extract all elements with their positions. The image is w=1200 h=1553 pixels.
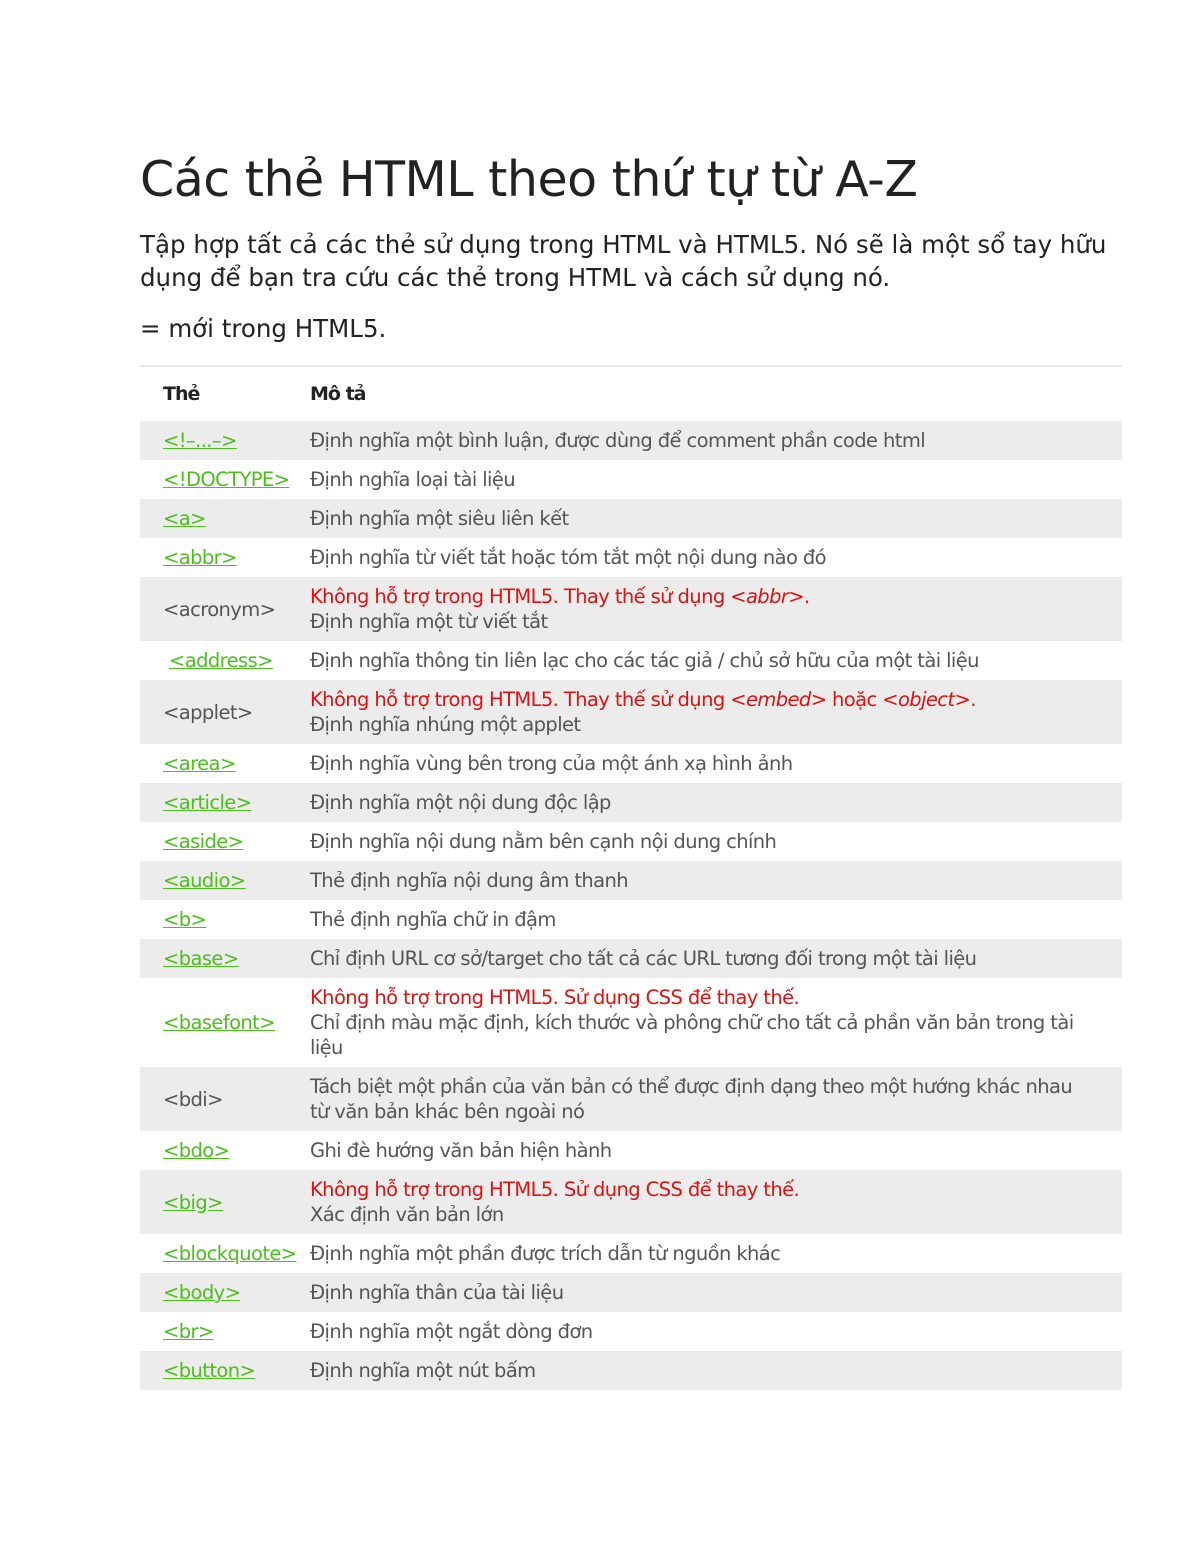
- tag-description: Định nghĩa loại tài liệu: [310, 468, 516, 491]
- header-desc: Mô tả: [310, 383, 366, 405]
- tag-link-body[interactable]: <body>: [163, 1281, 241, 1304]
- table-row: [140, 1273, 1122, 1312]
- table-row: [140, 641, 1122, 680]
- tag-name-applet: <applet>: [163, 700, 253, 724]
- deprecation-warning: Không hỗ trợ trong HTML5. Thay thế sử dụng <embed> hoặc <object>.: [310, 688, 976, 711]
- intro-text: Tập hợp tất cả các thẻ sử dụng trong HTML và HTML5. Nó sẽ là một sổ tay hữu dụng để bạn tra cứu các thẻ trong HTML và cách sử dụng nó.: [140, 230, 1107, 292]
- page: [140, 150, 1122, 1390]
- tag-link-aside[interactable]: <aside>: [163, 830, 244, 853]
- tag-link-audio[interactable]: <audio>: [163, 869, 246, 892]
- table-row: [140, 939, 1122, 978]
- tag-description: Không hỗ trợ trong HTML5. Thay thế sử dụng <embed> hoặc <object>. Định nghĩa nhúng một applet: [287, 680, 1122, 744]
- table-row: [140, 1067, 1122, 1131]
- table-row: [140, 538, 1122, 577]
- page-title: Các thẻ HTML theo thứ tự từ A-Z: [140, 151, 918, 208]
- tag-description: Định nghĩa thông tin liên lạc cho các tác giả / chủ sở hữu của một tài liệu: [310, 649, 979, 672]
- tag-link-area[interactable]: <area>: [163, 752, 236, 775]
- tags-table: [140, 367, 1122, 1390]
- deprecation-warning: Không hỗ trợ trong HTML5. Sử dụng CSS để thay thế.: [310, 986, 800, 1009]
- tag-name-acronym: <acronym>: [163, 597, 276, 621]
- table-row: [140, 822, 1122, 861]
- tag-description: Định nghĩa nội dung nằm bên cạnh nội dung chính: [310, 830, 777, 853]
- tag-link-base[interactable]: <base>: [163, 947, 239, 970]
- table-row: [140, 1312, 1122, 1351]
- tag-link-b[interactable]: <b>: [163, 908, 207, 931]
- table-header-row: [140, 367, 1122, 421]
- tag-description: Định nghĩa từ viết tắt hoặc tóm tắt một nội dung nào đó: [310, 546, 827, 569]
- table-row: [140, 744, 1122, 783]
- tag-description: Định nghĩa một phần được trích dẫn từ nguồn khác: [310, 1242, 781, 1265]
- tag-link-comment[interactable]: <!–...–>: [163, 429, 237, 452]
- tag-link-big[interactable]: <big>: [163, 1190, 223, 1214]
- tag-link-bdo[interactable]: <bdo>: [163, 1139, 230, 1162]
- tag-description: Không hỗ trợ trong HTML5. Sử dụng CSS để thay thế. Chỉ định màu mặc định, kích thước và phông chữ cho tất cả phần văn bản trong tài liệu: [287, 978, 1122, 1067]
- tag-link-basefont[interactable]: <basefont>: [163, 1011, 275, 1034]
- deprecation-warning: Không hỗ trợ trong HTML5. Thay thế sử dụng <abbr>.: [310, 585, 810, 608]
- table-row: [140, 900, 1122, 939]
- table-row: [140, 1234, 1122, 1273]
- tag-description: Chỉ định URL cơ sở/target cho tất cả các URL tương đối trong một tài liệu: [287, 939, 1122, 978]
- tag-link-blockquote[interactable]: <blockquote>: [163, 1242, 297, 1265]
- tag-link-abbr[interactable]: <abbr>: [163, 546, 237, 569]
- table-row: [140, 499, 1122, 538]
- table-row: [140, 861, 1122, 900]
- tag-description: Ghi đè hướng văn bản hiện hành: [310, 1139, 612, 1162]
- tag-name-bdi: <bdi>: [163, 1087, 223, 1111]
- table-row: [140, 978, 1122, 1067]
- tag-description: Định nghĩa một bình luận, được dùng để comment phần code html: [287, 421, 1122, 460]
- html5-legend: = mới trong HTML5.: [140, 314, 387, 343]
- tag-link-button[interactable]: <button>: [163, 1359, 256, 1382]
- tag-description: Tách biệt một phần của văn bản có thể được định dạng theo một hướng khác nhau từ văn bản khác bên ngoài nó: [287, 1067, 1122, 1131]
- tag-description: Định nghĩa một siêu liên kết: [287, 499, 1122, 538]
- table-row: [140, 460, 1122, 499]
- table-row: [140, 680, 1122, 744]
- table-row: [140, 1170, 1122, 1234]
- table-row: [140, 577, 1122, 641]
- tag-description: Định nghĩa một nội dung độc lập: [287, 783, 1122, 822]
- header-tag: Thẻ: [163, 383, 200, 405]
- table-row: [140, 1131, 1122, 1170]
- tag-description: Thẻ định nghĩa nội dung âm thanh: [287, 861, 1122, 900]
- tag-description: Thẻ định nghĩa chữ in đậm: [310, 908, 556, 931]
- tag-link-br[interactable]: <br>: [163, 1320, 214, 1343]
- tag-link-article[interactable]: <article>: [163, 791, 252, 814]
- deprecation-warning: Không hỗ trợ trong HTML5. Sử dụng CSS để thay thế.: [310, 1178, 800, 1201]
- tag-description: Định nghĩa một ngắt dòng đơn: [310, 1320, 593, 1343]
- tag-link-doctype[interactable]: <!DOCTYPE>: [163, 468, 290, 491]
- tag-description: Không hỗ trợ trong HTML5. Sử dụng CSS để thay thế. Xác định văn bản lớn: [287, 1170, 1122, 1234]
- tag-description: Định nghĩa thân của tài liệu: [287, 1273, 1122, 1312]
- tag-link-a[interactable]: <a>: [163, 507, 206, 530]
- table-row: [140, 783, 1122, 822]
- table-row: [140, 421, 1122, 460]
- tag-description: Định nghĩa một nút bấm: [287, 1351, 1122, 1390]
- tag-description: Định nghĩa vùng bên trong của một ánh xạ hình ảnh: [310, 752, 793, 775]
- table-row: [140, 1351, 1122, 1390]
- tag-description: Không hỗ trợ trong HTML5. Thay thế sử dụng <abbr>. Định nghĩa một từ viết tắt: [287, 577, 1122, 641]
- tag-link-address[interactable]: <address>: [169, 649, 273, 672]
